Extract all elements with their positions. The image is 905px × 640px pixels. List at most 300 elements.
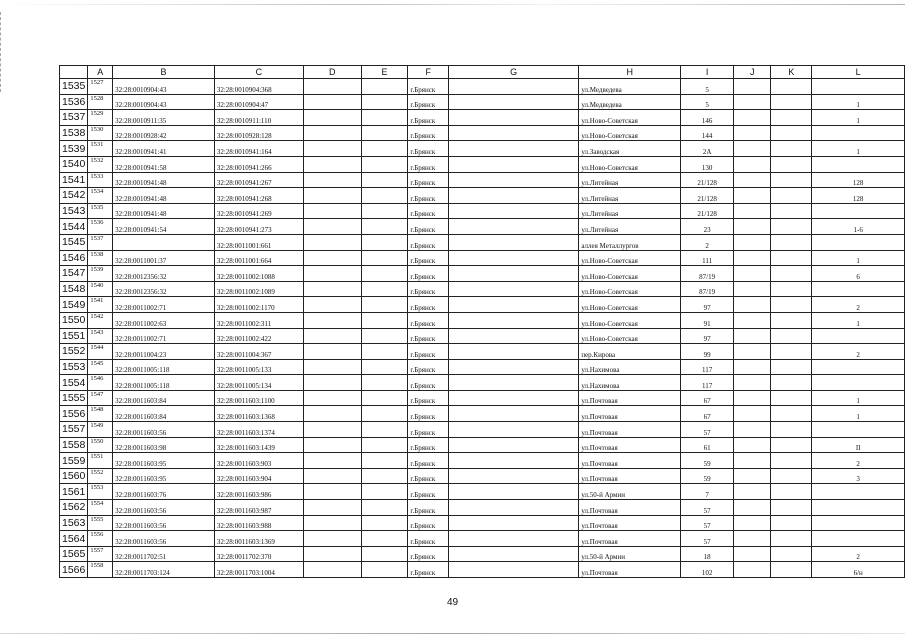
cell-f: г.Брянск bbox=[408, 359, 449, 375]
row-number: 1549 bbox=[60, 297, 88, 313]
cell-a: 1545 bbox=[88, 359, 113, 375]
cell-d bbox=[303, 375, 361, 391]
cell-c: 32:28:0011001:664 bbox=[214, 250, 303, 266]
cell-b: 32:28:0011603:95 bbox=[113, 453, 215, 469]
cell-h: ул.Ново-Советская bbox=[579, 281, 681, 297]
cell-i: 57 bbox=[681, 515, 734, 531]
cell-d bbox=[303, 234, 361, 250]
cell-e bbox=[361, 390, 408, 406]
cell-f: г.Брянск bbox=[408, 281, 449, 297]
cell-i: 87/19 bbox=[681, 266, 734, 282]
cell-b: 32:28:0010941:48 bbox=[113, 172, 215, 188]
cell-d bbox=[303, 406, 361, 422]
cell-b: 32:28:0011002:71 bbox=[113, 328, 215, 344]
row-number: 1558 bbox=[60, 437, 88, 453]
cell-j bbox=[734, 266, 771, 282]
cell-a: 1535 bbox=[88, 203, 113, 219]
cell-f: г.Брянск bbox=[408, 188, 449, 204]
cell-a: 1527 bbox=[88, 79, 113, 95]
cell-d bbox=[303, 94, 361, 110]
cell-h: ул.Заводская bbox=[579, 141, 681, 157]
cell-e bbox=[361, 281, 408, 297]
cell-i: 2А bbox=[681, 141, 734, 157]
row-number: 1562 bbox=[60, 500, 88, 516]
cell-d bbox=[303, 359, 361, 375]
table-row bbox=[60, 500, 905, 516]
cell-g bbox=[449, 188, 579, 204]
column-header-h: H bbox=[579, 66, 681, 79]
cell-d bbox=[303, 266, 361, 282]
cell-c: 32:28:0011603:1369 bbox=[214, 531, 303, 547]
cell-j bbox=[734, 203, 771, 219]
cell-j bbox=[734, 234, 771, 250]
row-number: 1535 bbox=[60, 79, 88, 95]
row-number: 1538 bbox=[60, 125, 88, 141]
cell-i: 144 bbox=[681, 125, 734, 141]
cell-h: ул.Ново-Советская bbox=[579, 312, 681, 328]
cell-j bbox=[734, 344, 771, 360]
cell-h: ул.Ново-Советская bbox=[579, 125, 681, 141]
table-row bbox=[60, 125, 905, 141]
cell-k bbox=[771, 328, 812, 344]
cell-a: 1539 bbox=[88, 266, 113, 282]
row-number: 1554 bbox=[60, 375, 88, 391]
cell-f: г.Брянск bbox=[408, 234, 449, 250]
scan-edge-bottom bbox=[0, 633, 905, 634]
row-number: 1561 bbox=[60, 484, 88, 500]
cell-h: ул.Ново-Советская bbox=[579, 250, 681, 266]
cell-i: 67 bbox=[681, 390, 734, 406]
cell-d bbox=[303, 437, 361, 453]
cell-d bbox=[303, 515, 361, 531]
column-header-i: I bbox=[681, 66, 734, 79]
cell-i: 59 bbox=[681, 468, 734, 484]
cell-l: 128 bbox=[812, 172, 905, 188]
cell-k bbox=[771, 203, 812, 219]
cell-d bbox=[303, 312, 361, 328]
cell-i: 18 bbox=[681, 546, 734, 562]
cell-l: 1 bbox=[812, 250, 905, 266]
cell-c: 32:28:0010941:164 bbox=[214, 141, 303, 157]
cell-c: 32:28:0011002:1088 bbox=[214, 266, 303, 282]
column-header-row bbox=[60, 66, 905, 79]
cell-a: 1556 bbox=[88, 531, 113, 547]
cell-c: 32:28:0011702:370 bbox=[214, 546, 303, 562]
cell-f: г.Брянск bbox=[408, 406, 449, 422]
table-row bbox=[60, 344, 905, 360]
cell-e bbox=[361, 219, 408, 235]
cell-c: 32:28:0011603:1374 bbox=[214, 422, 303, 438]
cell-a: 1551 bbox=[88, 453, 113, 469]
cell-d bbox=[303, 188, 361, 204]
cell-h: ул.Ново-Советская bbox=[579, 328, 681, 344]
cell-b: 32:28:0012356:32 bbox=[113, 266, 215, 282]
cell-a: 1528 bbox=[88, 94, 113, 110]
cell-b: 32:28:0012356:32 bbox=[113, 281, 215, 297]
cell-e bbox=[361, 125, 408, 141]
cell-d bbox=[303, 328, 361, 344]
cell-c: 32:28:0011603:904 bbox=[214, 468, 303, 484]
cell-d bbox=[303, 172, 361, 188]
cell-g bbox=[449, 375, 579, 391]
cell-a: 1536 bbox=[88, 219, 113, 235]
cell-b: 32:28:0010941:48 bbox=[113, 203, 215, 219]
cell-a: 1548 bbox=[88, 406, 113, 422]
table-row bbox=[60, 437, 905, 453]
cell-e bbox=[361, 546, 408, 562]
cell-c: 32:28:0010941:269 bbox=[214, 203, 303, 219]
cell-i: 97 bbox=[681, 297, 734, 313]
cell-g bbox=[449, 390, 579, 406]
header-corner bbox=[60, 66, 88, 79]
column-header-g: G bbox=[449, 66, 579, 79]
cell-k bbox=[771, 234, 812, 250]
cell-f: г.Брянск bbox=[408, 110, 449, 126]
cell-g bbox=[449, 79, 579, 95]
cell-j bbox=[734, 141, 771, 157]
cell-j bbox=[734, 531, 771, 547]
cell-l bbox=[812, 125, 905, 141]
cell-l: 3 bbox=[812, 468, 905, 484]
cell-i: 130 bbox=[681, 156, 734, 172]
cell-l: 128 bbox=[812, 188, 905, 204]
cell-b: 32:28:0011603:56 bbox=[113, 515, 215, 531]
cell-l: 2 bbox=[812, 344, 905, 360]
table-row bbox=[60, 328, 905, 344]
table-row bbox=[60, 453, 905, 469]
cell-g bbox=[449, 203, 579, 219]
cell-f: г.Брянск bbox=[408, 125, 449, 141]
cell-g bbox=[449, 94, 579, 110]
cell-g bbox=[449, 406, 579, 422]
cell-l bbox=[812, 156, 905, 172]
cell-b: 32:28:0011603:84 bbox=[113, 390, 215, 406]
table-row bbox=[60, 188, 905, 204]
cell-a: 1533 bbox=[88, 172, 113, 188]
cell-f: г.Брянск bbox=[408, 531, 449, 547]
column-header-f: F bbox=[408, 66, 449, 79]
cell-h: ул.Почтовая bbox=[579, 515, 681, 531]
cell-e bbox=[361, 437, 408, 453]
cell-b: 32:28:0010928:42 bbox=[113, 125, 215, 141]
table-row bbox=[60, 562, 905, 578]
cell-g bbox=[449, 531, 579, 547]
cell-l: 6/н bbox=[812, 562, 905, 578]
row-number: 1553 bbox=[60, 359, 88, 375]
row-number: 1539 bbox=[60, 141, 88, 157]
cell-h: ул.Литейная bbox=[579, 188, 681, 204]
cell-g bbox=[449, 500, 579, 516]
cell-a: 1546 bbox=[88, 375, 113, 391]
row-number: 1552 bbox=[60, 344, 88, 360]
cell-e bbox=[361, 203, 408, 219]
cell-h: ул.Ново-Советская bbox=[579, 297, 681, 313]
cell-f: г.Брянск bbox=[408, 219, 449, 235]
cell-c: 32:28:0011002:422 bbox=[214, 328, 303, 344]
cell-g bbox=[449, 110, 579, 126]
row-number: 1545 bbox=[60, 234, 88, 250]
cell-l bbox=[812, 531, 905, 547]
cell-f: г.Брянск bbox=[408, 515, 449, 531]
cell-j bbox=[734, 359, 771, 375]
table-row bbox=[60, 390, 905, 406]
cell-e bbox=[361, 468, 408, 484]
cell-h: ул.Ново-Советская bbox=[579, 156, 681, 172]
cell-e bbox=[361, 484, 408, 500]
cell-l: 2 bbox=[812, 453, 905, 469]
cell-g bbox=[449, 484, 579, 500]
cell-e bbox=[361, 110, 408, 126]
cell-d bbox=[303, 110, 361, 126]
row-number: 1543 bbox=[60, 203, 88, 219]
table-row bbox=[60, 375, 905, 391]
cell-a: 1532 bbox=[88, 156, 113, 172]
cell-l: 1 bbox=[812, 406, 905, 422]
row-number: 1564 bbox=[60, 531, 88, 547]
cell-k bbox=[771, 297, 812, 313]
cell-c: 32:28:0010911:110 bbox=[214, 110, 303, 126]
cell-f: г.Брянск bbox=[408, 94, 449, 110]
cell-d bbox=[303, 531, 361, 547]
cell-k bbox=[771, 141, 812, 157]
row-number: 1542 bbox=[60, 188, 88, 204]
table-row bbox=[60, 250, 905, 266]
cell-h: пер.Кирова bbox=[579, 344, 681, 360]
cell-c: 32:28:0011703:1004 bbox=[214, 562, 303, 578]
table-row bbox=[60, 515, 905, 531]
cell-k bbox=[771, 188, 812, 204]
cell-h: ул.Литейная bbox=[579, 203, 681, 219]
cell-e bbox=[361, 531, 408, 547]
cell-j bbox=[734, 79, 771, 95]
cell-f: г.Брянск bbox=[408, 141, 449, 157]
cell-h: ул.Медведева bbox=[579, 94, 681, 110]
table-row bbox=[60, 406, 905, 422]
cell-b: 32:28:0010904:43 bbox=[113, 79, 215, 95]
cell-b: 32:28:0011001:37 bbox=[113, 250, 215, 266]
cell-e bbox=[361, 79, 408, 95]
cell-f: г.Брянск bbox=[408, 562, 449, 578]
cell-i: 117 bbox=[681, 375, 734, 391]
cell-e bbox=[361, 422, 408, 438]
cell-f: г.Брянск bbox=[408, 546, 449, 562]
cell-k bbox=[771, 79, 812, 95]
cell-b: 32:28:0010904:43 bbox=[113, 94, 215, 110]
cell-k bbox=[771, 390, 812, 406]
cell-j bbox=[734, 312, 771, 328]
cell-e bbox=[361, 141, 408, 157]
cell-j bbox=[734, 406, 771, 422]
cell-b: 32:28:0011603:76 bbox=[113, 484, 215, 500]
table-row bbox=[60, 141, 905, 157]
cell-k bbox=[771, 484, 812, 500]
cell-a: 1547 bbox=[88, 390, 113, 406]
cell-d bbox=[303, 500, 361, 516]
page-number: 49 bbox=[446, 597, 459, 608]
cell-j bbox=[734, 297, 771, 313]
cell-f: г.Брянск bbox=[408, 344, 449, 360]
cell-l bbox=[812, 500, 905, 516]
cell-h: ул.Почтовая bbox=[579, 422, 681, 438]
cell-g bbox=[449, 468, 579, 484]
cell-b: 32:28:0011603:98 bbox=[113, 437, 215, 453]
cell-b: 32:28:0011004:23 bbox=[113, 344, 215, 360]
table-row bbox=[60, 156, 905, 172]
cell-h: ул.Почтовая bbox=[579, 500, 681, 516]
cell-f: г.Брянск bbox=[408, 266, 449, 282]
cell-i: 91 bbox=[681, 312, 734, 328]
cell-a: 1531 bbox=[88, 141, 113, 157]
cell-j bbox=[734, 390, 771, 406]
column-header-c: C bbox=[214, 66, 303, 79]
cell-f: г.Брянск bbox=[408, 297, 449, 313]
table-row bbox=[60, 422, 905, 438]
cell-j bbox=[734, 125, 771, 141]
cell-k bbox=[771, 266, 812, 282]
cell-k bbox=[771, 219, 812, 235]
row-number: 1544 bbox=[60, 219, 88, 235]
cell-j bbox=[734, 110, 771, 126]
cell-f: г.Брянск bbox=[408, 468, 449, 484]
cell-k bbox=[771, 172, 812, 188]
cell-b: 32:28:0011702:51 bbox=[113, 546, 215, 562]
cell-g bbox=[449, 422, 579, 438]
cell-h: ул.Почтовая bbox=[579, 437, 681, 453]
cell-g bbox=[449, 141, 579, 157]
cell-k bbox=[771, 312, 812, 328]
cell-h: ул.50-й Армии bbox=[579, 546, 681, 562]
cell-i: 117 bbox=[681, 359, 734, 375]
cell-g bbox=[449, 156, 579, 172]
table-row bbox=[60, 234, 905, 250]
cell-d bbox=[303, 141, 361, 157]
cell-e bbox=[361, 312, 408, 328]
table-row bbox=[60, 266, 905, 282]
cell-c: 32:28:0010941:266 bbox=[214, 156, 303, 172]
cell-h: ул.Литейная bbox=[579, 172, 681, 188]
cell-c: 32:28:0011603:903 bbox=[214, 453, 303, 469]
cell-b: 32:28:0011005:118 bbox=[113, 375, 215, 391]
cell-k bbox=[771, 437, 812, 453]
cell-a: 1537 bbox=[88, 234, 113, 250]
cell-c: 32:28:0011603:1439 bbox=[214, 437, 303, 453]
cell-i: 99 bbox=[681, 344, 734, 360]
cell-a: 1542 bbox=[88, 312, 113, 328]
cell-d bbox=[303, 125, 361, 141]
cell-d bbox=[303, 484, 361, 500]
cell-j bbox=[734, 375, 771, 391]
cell-a: 1529 bbox=[88, 110, 113, 126]
cell-k bbox=[771, 281, 812, 297]
column-header-a: A bbox=[88, 66, 113, 79]
cell-f: г.Брянск bbox=[408, 390, 449, 406]
cell-l bbox=[812, 422, 905, 438]
cell-c: 32:28:0011002:1170 bbox=[214, 297, 303, 313]
cell-j bbox=[734, 468, 771, 484]
cell-a: 1530 bbox=[88, 125, 113, 141]
cell-l bbox=[812, 375, 905, 391]
column-header-d: D bbox=[303, 66, 361, 79]
cell-l bbox=[812, 484, 905, 500]
cell-h: ул.Ново-Советская bbox=[579, 266, 681, 282]
table-row bbox=[60, 359, 905, 375]
cell-a: 1553 bbox=[88, 484, 113, 500]
cell-c: 32:28:0011005:134 bbox=[214, 375, 303, 391]
cell-f: г.Брянск bbox=[408, 422, 449, 438]
cell-b: 32:28:0011002:71 bbox=[113, 297, 215, 313]
cell-i: 67 bbox=[681, 406, 734, 422]
cell-h: ул.Почтовая bbox=[579, 390, 681, 406]
cell-c: 32:28:0011001:661 bbox=[214, 234, 303, 250]
table-row bbox=[60, 219, 905, 235]
cell-f: г.Брянск bbox=[408, 312, 449, 328]
cell-l: 1 bbox=[812, 94, 905, 110]
cell-i: 5 bbox=[681, 94, 734, 110]
cell-d bbox=[303, 79, 361, 95]
cell-c: 32:28:0011603:1100 bbox=[214, 390, 303, 406]
cell-e bbox=[361, 234, 408, 250]
cell-k bbox=[771, 453, 812, 469]
cell-f: г.Брянск bbox=[408, 375, 449, 391]
scan-edge-top bbox=[0, 4, 905, 5]
cell-a: 1554 bbox=[88, 500, 113, 516]
cell-b bbox=[113, 234, 215, 250]
column-header-e: E bbox=[361, 66, 408, 79]
cell-b: 32:28:0011703:124 bbox=[113, 562, 215, 578]
cell-e bbox=[361, 188, 408, 204]
row-number: 1560 bbox=[60, 468, 88, 484]
table-row bbox=[60, 546, 905, 562]
cell-f: г.Брянск bbox=[408, 156, 449, 172]
cell-b: 32:28:0011603:56 bbox=[113, 422, 215, 438]
cell-i: 57 bbox=[681, 500, 734, 516]
cell-b: 32:28:0011603:56 bbox=[113, 500, 215, 516]
cell-g bbox=[449, 219, 579, 235]
cell-d bbox=[303, 422, 361, 438]
cell-l: 1 bbox=[812, 390, 905, 406]
cell-e bbox=[361, 344, 408, 360]
cell-i: 2 bbox=[681, 234, 734, 250]
cell-j bbox=[734, 250, 771, 266]
cell-j bbox=[734, 328, 771, 344]
table-row bbox=[60, 172, 905, 188]
cell-i: 7 bbox=[681, 484, 734, 500]
cell-j bbox=[734, 453, 771, 469]
cell-a: 1541 bbox=[88, 297, 113, 313]
row-number: 1565 bbox=[60, 546, 88, 562]
cell-e bbox=[361, 562, 408, 578]
cell-f: г.Брянск bbox=[408, 484, 449, 500]
cell-l: II bbox=[812, 437, 905, 453]
row-number: 1555 bbox=[60, 390, 88, 406]
cell-l: 1 bbox=[812, 312, 905, 328]
row-number: 1541 bbox=[60, 172, 88, 188]
table-row bbox=[60, 94, 905, 110]
cell-j bbox=[734, 437, 771, 453]
cell-i: 21/128 bbox=[681, 172, 734, 188]
cell-a: 1557 bbox=[88, 546, 113, 562]
row-number: 1566 bbox=[60, 562, 88, 578]
cell-e bbox=[361, 266, 408, 282]
table-row bbox=[60, 297, 905, 313]
cell-k bbox=[771, 375, 812, 391]
cell-b: 32:28:0010911:35 bbox=[113, 110, 215, 126]
cell-l: 2 bbox=[812, 297, 905, 313]
cell-f: г.Брянск bbox=[408, 172, 449, 188]
row-number: 1557 bbox=[60, 422, 88, 438]
cell-h: ул.Ново-Советская bbox=[579, 110, 681, 126]
cell-a: 1552 bbox=[88, 468, 113, 484]
